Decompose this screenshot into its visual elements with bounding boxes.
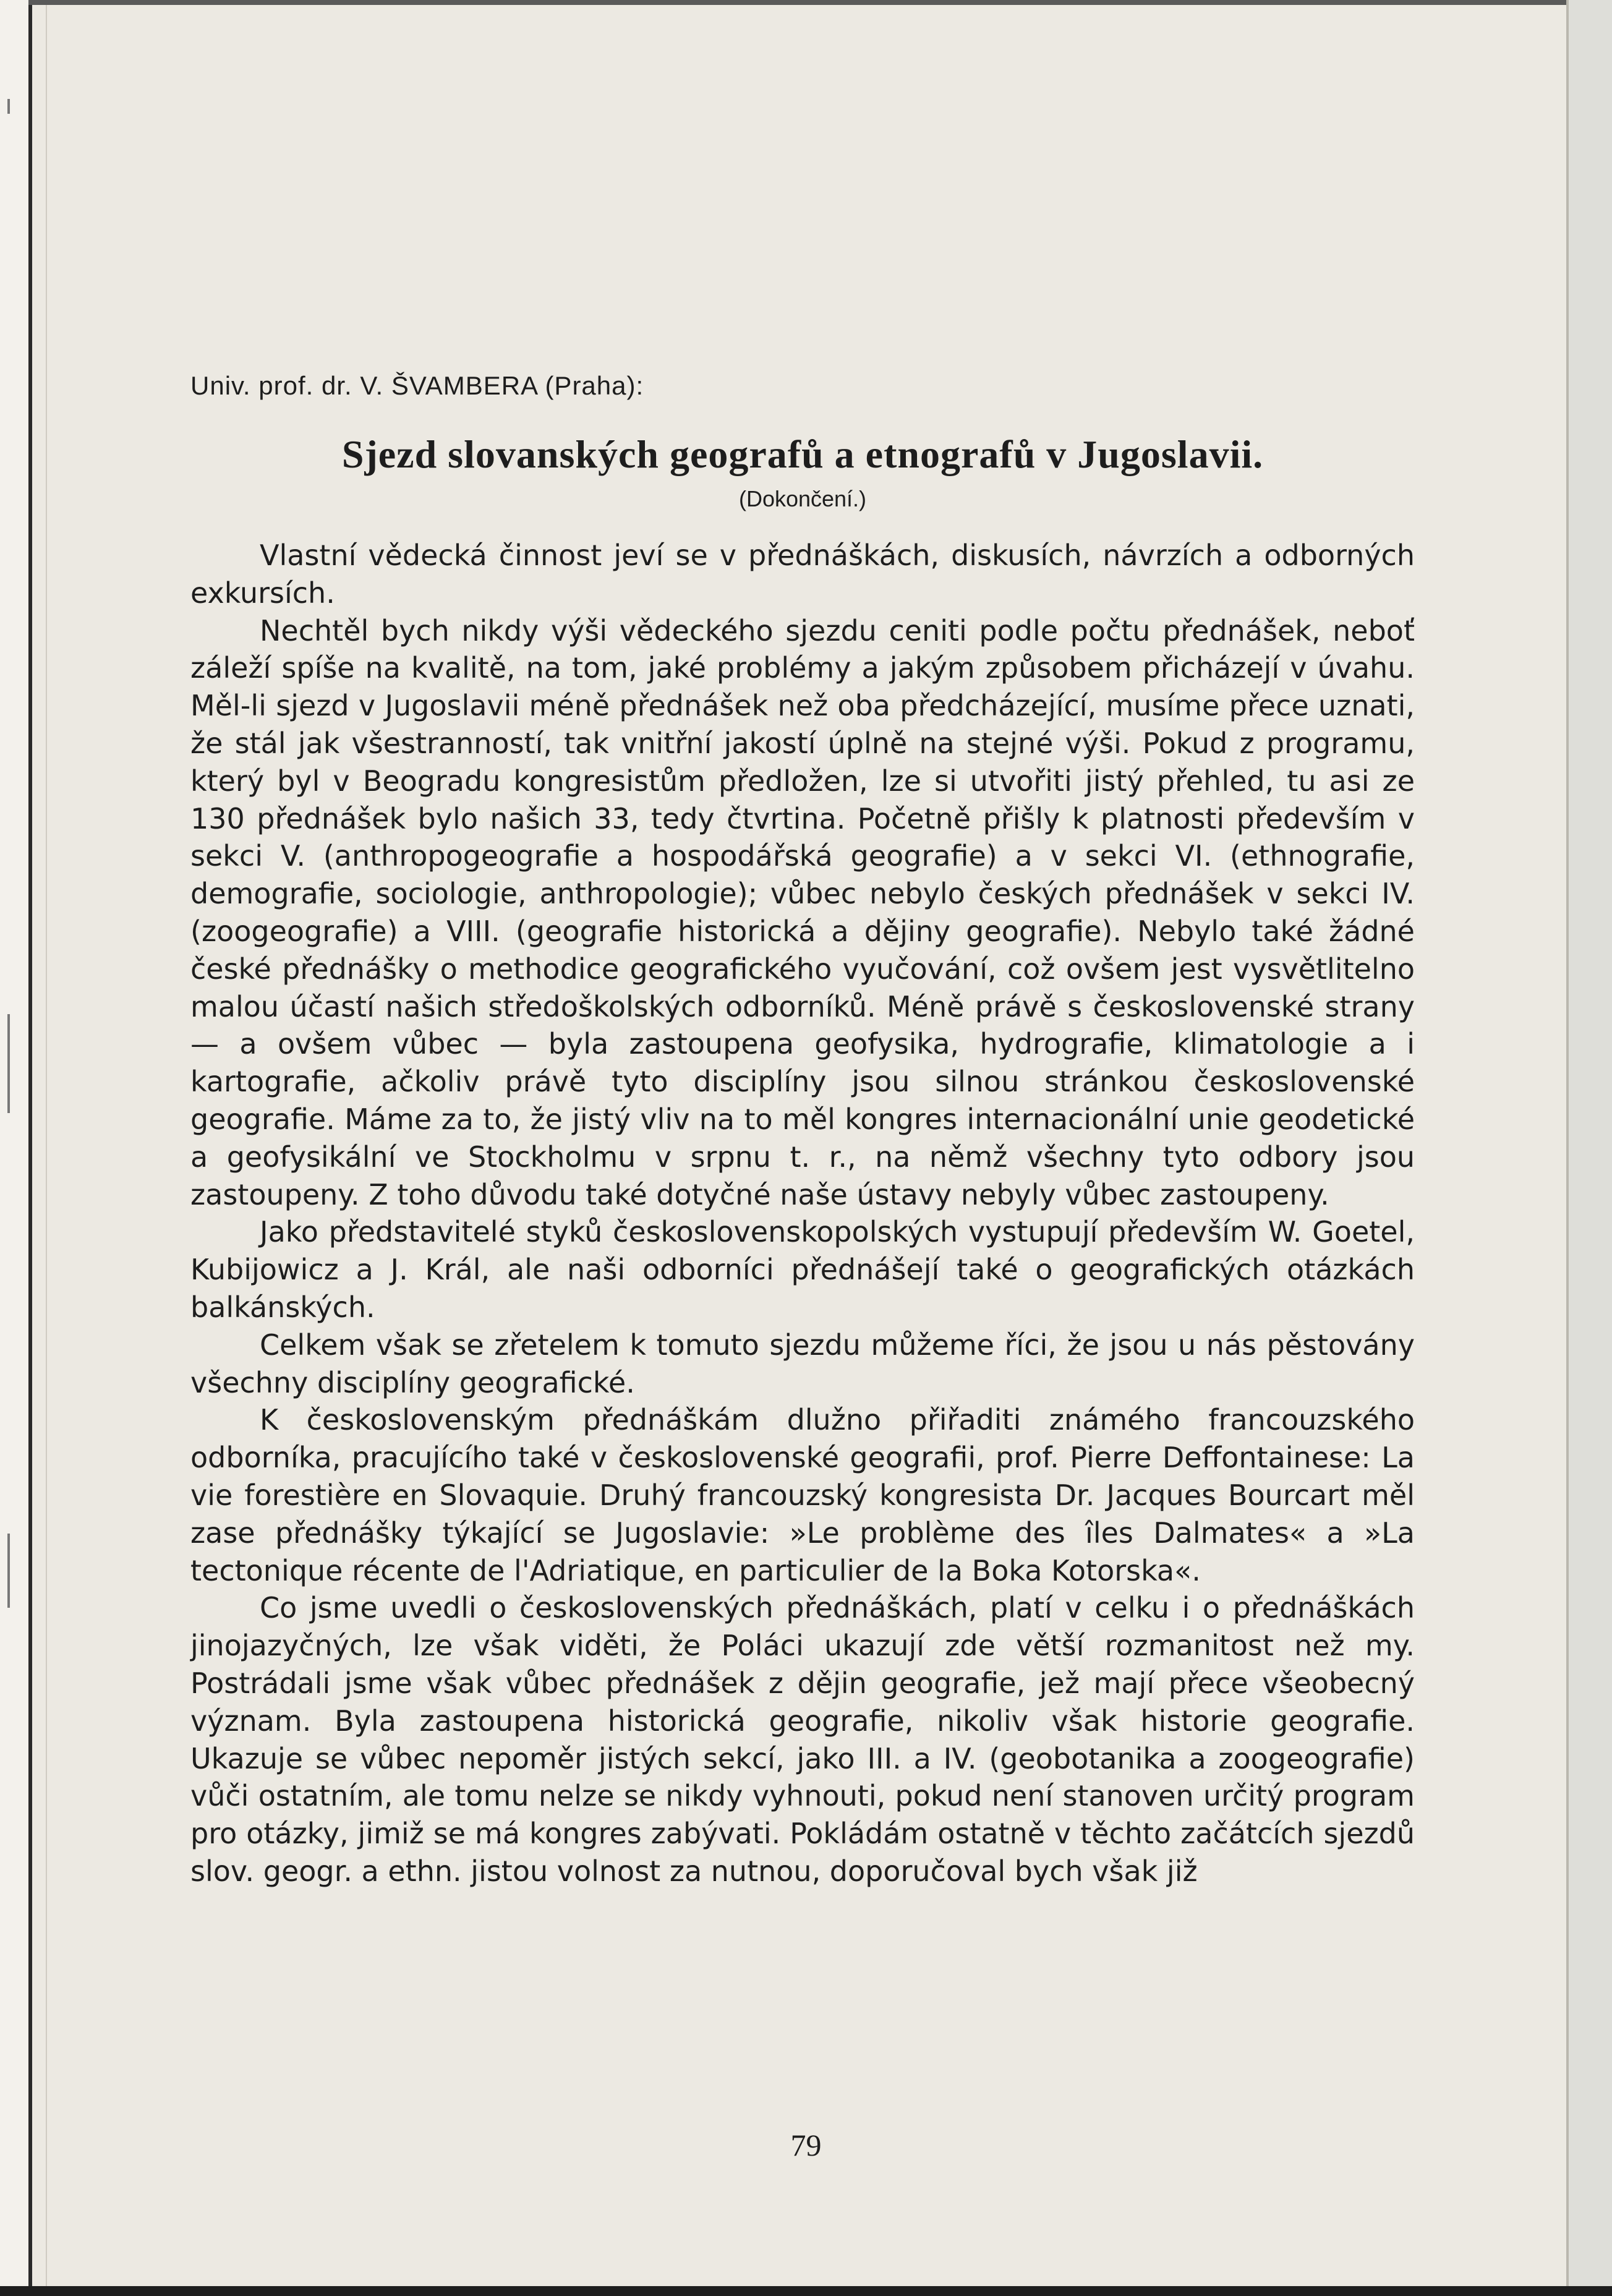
- binding-mark: [7, 99, 10, 114]
- article-title: Sjezd slovanských geografů a etnografů v Jugoslavii.: [341, 432, 1264, 476]
- article: [190, 371, 1415, 1890]
- bottom-scan-edge: [0, 2286, 1612, 2296]
- paragraph: Vlastní vědecká činnost jeví se v přednáškách, diskusích, návrzích a odborných exkursích.: [190, 539, 1415, 610]
- right-scan-edge: [1566, 0, 1612, 2296]
- paragraph: Co jsme uvedli o československých přednáškách, platí v celku i o přednáškách jinojazyčných, lze však viděti, že Poláci ukazují zde větší rozmanitost než my. Postrádali jsme však vůbec přednášek z dějin geografie, jež mají přece všeobecný význam. Byla zastoupena historická geografie, nikoliv však historie geografie. Ukazuje se vůbec nepoměr jistých sekcí, jako III. a IV. (geobotanika a zoogeografie) vůči ostatním, ale tomu nelze se nikdy vyhnouti, pokud není stanoven určitý program pro otázky, jimiž se má kongres zabývati. Pokládám ostatně v těchto začátcích sjezdů slov. geogr. a ethn. jistou volnost za nutnou, doporučoval bych však již: [190, 1591, 1415, 1888]
- page-number: 79: [790, 2128, 822, 2162]
- binding-mark: [7, 1534, 10, 1608]
- binding-edge: [0, 0, 32, 2296]
- binding-shadow-line: [46, 0, 47, 2296]
- article-body: [190, 537, 1415, 1890]
- author-line: Univ. prof. dr. V. ŠVAMBERA (Praha):: [190, 371, 644, 400]
- paragraph: Jako představitelé styků československopolských vystupují především W. Goetel, Kubijowicz a J. Král, ale naši odborníci přednášejí také o geografických otázkách balkánských.: [190, 1215, 1415, 1324]
- paragraph: Nechtěl bych nikdy výši vědeckého sjezdu ceniti podle počtu přednášek, neboť záleží spíše na kvalitě, na tom, jaké problémy a jakým způsobem přicházejí v úvahu. Měl-li sjezd v Jugoslavii méně přednášek než oba předcházející, musíme přece uznati, že stál jak všestranností, tak vnitřní jakostí úplně na stejné výši. Pokud z programu, který byl v Beogradu kongresistům předložen, lze si utvořiti jistý přehled, tu asi ze 130 přednášek bylo našich 33, tedy čtvrtina. Početně přišly k platnosti především v sekci V. (anthropogeografie a hospodářská geografie) a v sekci VI. (ethnografie, demografie, sociologie, anthropologie); vůbec nebylo českých přednášek v sekci IV. (zoogeografie) a VIII. (geografie historická a dějiny geografie). Nebylo také žádné české přednášky o methodice geografického vyučování, což ovšem jest vysvětlitelno malou účastí našich středoškolských odborníků. Méně právě s československé strany — a ovšem vůbec — byla zastoupena geofysika, hydrografie, klimatologie a i kartografie, ačkoliv právě tyto disciplíny jsou silnou stránkou československé geografie. Máme za to, že jistý vliv na to měl kongres internacionální unie geodetické a geofysikální ve Stockholmu v srpnu t. r., na němž všechny tyto odbory jsou zastoupeny. Z toho důvodu také dotyčné naše ústavy nebyly vůbec zastoupeny.: [190, 613, 1415, 1211]
- binding-mark: [7, 1014, 10, 1113]
- paragraph: Celkem však se zřetelem k tomuto sjezdu můžeme říci, že jsou u nás pěstovány všechny disciplíny geografické.: [190, 1328, 1415, 1399]
- top-scan-edge: [28, 0, 1568, 5]
- article-subtitle: (Dokončení.): [738, 486, 867, 511]
- paragraph: K československým přednáškám dlužno přiřaditi známého francouzského odborníka, pracujícího také v československé geografii, prof. Pierre Deffontainese: La vie forestière en Slovaquie. Druhý francouzský kongresista Dr. Jacques Bourcart měl zase přednášky týkající se Jugoslavie: »Le problème des îles Dalmates« a »La tectonique récente de l'Adriatique, en particulier de la Boka Kotorska«.: [190, 1403, 1415, 1587]
